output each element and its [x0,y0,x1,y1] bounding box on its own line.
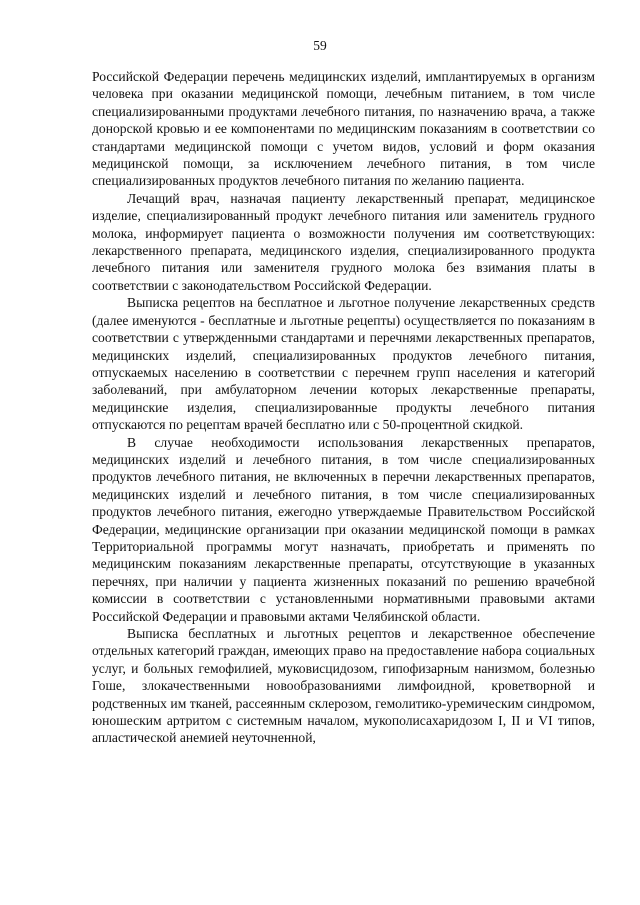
page-number: 59 [313,38,327,53]
paragraph: Лечащий врач, назначая пациенту лекарственный препарат, медицинское изделие, специализированный продукт лечебного питания или заменитель грудного молока, информирует пациента о возможности получения им соответствующих: лекарственного препарата, медицинского изделия, специализированного продукта лечебного питания или заменителя грудного молока без взимания платы в соответствии с законодательством Российской Федерации. [92,190,595,293]
paragraph: В случае необходимости использования лекарственных препаратов, медицинских изделий и лечебного питания, в том числе специализированных продуктов лечебного питания, не включенных в перечни лекарственных препаратов, медицинских изделий и лечебного питания, в том числе специализированных продуктов лечебного питания, ежегодно утверждаемые Правительством Российской Федерации, медицинские организации при оказании медицинской помощи в рамках Территориальной программы могут назначать, приобретать и применять по медицинским показаниям лекарственные препараты, отсутствующие в указанных перечнях, при наличии у пациента жизненных показаний по решению врачебной комиссии в соответствии с установленными нормативными правовыми актами Российской Федерации и правовыми актами Челябинской области. [92,434,595,624]
paragraph: Российской Федерации перечень медицинских изделий, имплантируемых в организм человека при оказании медицинской помощи, лечебным питанием, в том числе специализированными продуктами лечебного питания, по назначению врача, а также донорской кровью и ее компонентами по медицинским показаниям в соответствии со стандартами медицинской помощи с учетом видов, условий и форм оказания медицинской помощи, за исключением лечебного питания, в том числе специализированных продуктов лечебного питания по желанию пациента. [92,69,595,189]
body-text [92,68,595,747]
paragraph: Выписка бесплатных и льготных рецептов и лекарственное обеспечение отдельных категорий граждан, имеющих право на предоставление набора социальных услуг, и больных гемофилией, муковисцидозом, гипофизарным нанизмом, болезнью Гоше, злокачественными новообразованиями лимфоидной, кроветворной и родственных им тканей, рассеянным склерозом, гемолитико-уремическим синдромом, юношеским артритом с системным началом, мукополисахаридозом I, II и VI типов, апластической анемией неуточненной, [92,626,595,746]
paragraph: Выписка рецептов на бесплатное и льготное получение лекарственных средств (далее именуются - бесплатные и льготные рецепты) осуществляется по показаниям в соответствии с утвержденными стандартами и перечнями лекарственных препаратов, медицинских изделий, специализированных продуктов лечебного питания, отпускаемых населению в соответствии с перечнем групп населения и категорий заболеваний, при амбулаторном лечении которых лекарственные препараты, медицинские изделия, специализированные продукты лечебного питания отпускаются по рецептам врачей бесплатно или с 50-процентной скидкой. [92,295,595,433]
